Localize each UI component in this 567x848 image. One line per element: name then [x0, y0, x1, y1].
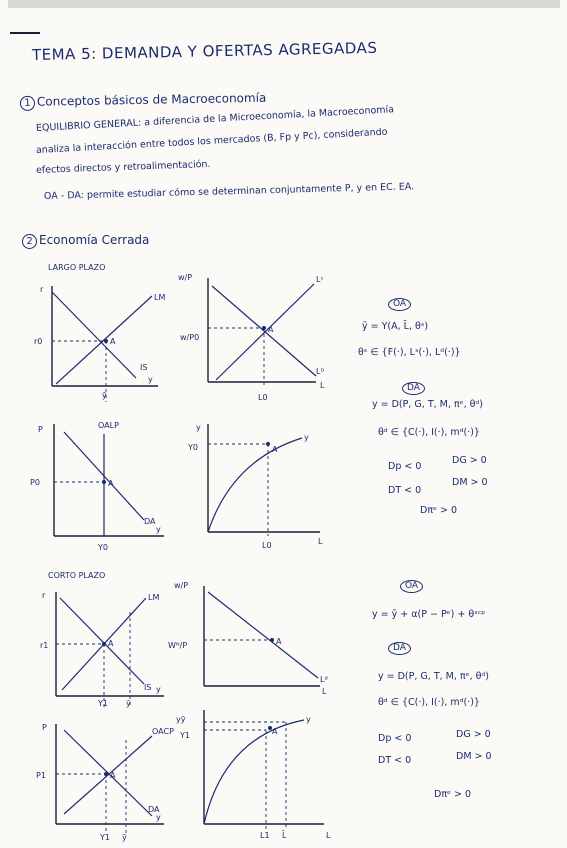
short-run-production-chart — [176, 706, 344, 840]
long-run-label: LARGO PLAZO — [48, 263, 106, 272]
short-run-label: CORTO PLAZO — [48, 571, 106, 580]
r0-label: r0 — [34, 337, 43, 346]
sr-ld-curve — [208, 592, 318, 678]
section1-line-1: EQUILIBRIO GENERAL: a diferencia de la Microeconomía, la Macroeconomía — [35, 104, 395, 134]
section1-line-4: OA - DA: permite estudiar cómo se determinan conjuntamente P, y en EC. EA. — [43, 181, 415, 202]
islm-axis-r: r — [40, 285, 44, 294]
sr-asad-axis-y: y — [156, 813, 161, 822]
labor-axis-wp: w/P — [178, 273, 193, 282]
labor-point-a: A — [268, 325, 274, 334]
sr-d1: Dp < 0 — [378, 733, 412, 744]
section1-title: Conceptos básicos de Macroeconomía — [36, 90, 267, 109]
long-run-labor-chart — [178, 270, 342, 402]
short-run-islm-chart — [40, 588, 170, 718]
da-label: DA — [144, 517, 156, 526]
sr-da-badge: DA — [388, 642, 411, 655]
w0-label: w/P0 — [180, 333, 200, 342]
islm-axis-y: y — [148, 375, 153, 384]
ls-label: Lˢ — [316, 275, 324, 284]
ls-curve — [216, 284, 314, 380]
p0-label: P0 — [30, 478, 40, 487]
ld-label: Lᴰ — [316, 367, 325, 376]
islm-point-a: A — [110, 337, 116, 346]
sr-da-label: DA — [148, 805, 160, 814]
wn-label: Wᴺ/P — [168, 641, 188, 650]
sr-is-label: IS — [144, 683, 152, 692]
section2-title: Economía Cerrada — [39, 233, 150, 247]
asad-axis-y: y — [156, 525, 161, 534]
page-title: TEMA 5: DEMANDA Y OFERTAS AGREGADAS — [31, 38, 378, 64]
lr-oa-badge: OA — [388, 298, 411, 311]
lr-da-eq2: θᵈ ∈ {C(·), I(·), mᵈ(·)} — [378, 427, 480, 438]
section2-heading — [22, 234, 149, 249]
sr-labor-point-a: A — [276, 637, 282, 646]
y0-label: Y0 — [98, 543, 108, 552]
sr-prod-curve-label: y — [306, 715, 311, 724]
sr-d5: Dπᵉ > 0 — [434, 789, 472, 800]
sr-lm-label: LM — [148, 593, 160, 602]
sr-d4: DM > 0 — [456, 751, 492, 762]
sr-da-eq1: y = D(P, G, T, M, πᵉ, θᵈ) — [378, 671, 489, 682]
asad-point-a: A — [108, 479, 114, 488]
prod-axis-l: L — [318, 537, 323, 546]
header-dash — [10, 32, 40, 34]
sr-l1-label: L1 — [260, 831, 270, 840]
l0-label: L0 — [258, 393, 268, 402]
short-run-labor-chart — [168, 578, 344, 698]
section1-line-2: analiza la interacción entre todos los mercados (B, Fp y Pc), considerando — [35, 126, 388, 156]
section1-heading — [20, 92, 267, 111]
lm-label: LM — [154, 293, 166, 302]
lr-oa-eq2: θˢ ∈ {F(·), Lˢ(·), Lᵈ(·)} — [358, 347, 461, 358]
lr-da-eq1: y = D(P, G, T, M, πᵉ, θᵈ) — [372, 399, 483, 410]
asad-axis-p: P — [38, 425, 43, 434]
production-curve — [208, 438, 302, 532]
prod-point-a: A — [272, 445, 278, 454]
sr-da-eq2: θᵈ ∈ {C(·), I(·), mᵈ(·)} — [378, 697, 480, 708]
lm-curve — [56, 296, 152, 384]
sr-prod-point-a: A — [272, 727, 278, 736]
sr-d2: DG > 0 — [456, 729, 491, 740]
sr-d3: DT < 0 — [378, 755, 412, 766]
sr-asad-y1-label: Y1 — [100, 833, 110, 842]
labor-axis-l: L — [320, 381, 325, 390]
sr-y1-label: Y1 — [98, 699, 108, 708]
sr-lbar-label: L̄ — [282, 831, 287, 840]
lr-da-badge: DA — [402, 382, 425, 395]
sr-islm-point-a: A — [108, 639, 114, 648]
prod-curve-label: y — [304, 433, 309, 442]
sr-oa-label: OACP — [152, 727, 174, 736]
prod-l0-label: L0 — [262, 541, 272, 550]
oa-lp-label: OALP — [98, 421, 119, 430]
sr-asad-axis-p: P — [42, 723, 47, 732]
lr-d2: DG > 0 — [452, 455, 487, 466]
lr-d4: DM > 0 — [452, 477, 488, 488]
prod-axis-y: y — [196, 423, 201, 432]
sr-prod-y1-label: Y1 — [180, 731, 190, 740]
section2-number: 2 — [22, 234, 37, 249]
r1-label: r1 — [40, 641, 49, 650]
prod-y0-label: Y0 — [188, 443, 198, 452]
sr-ybar-label: ȳ — [126, 699, 131, 708]
sr-asad-point-a: A — [110, 771, 116, 780]
ybar-label: ȳ — [102, 391, 107, 400]
sr-production-curve — [204, 720, 304, 824]
lr-d3: DT < 0 — [388, 485, 422, 496]
lr-d5: Dπᵉ > 0 — [420, 505, 458, 516]
lr-oa-eq1: ȳ = Y(A, L̄, θˢ) — [362, 321, 429, 332]
sr-islm-axis-y: y — [156, 685, 161, 694]
section1-line-3: efectos directos y retroalimentación. — [35, 158, 211, 176]
sr-labor-axis-l: L — [322, 687, 327, 696]
is-label: IS — [140, 363, 148, 372]
sr-ld-label: Lᵈ — [320, 675, 328, 684]
long-run-islm-chart — [34, 282, 170, 400]
sr-oa-badge: OA — [400, 580, 423, 593]
sr-labor-axis-wp: w/P — [174, 581, 189, 590]
section1-number: 1 — [20, 96, 35, 111]
sr-is-curve — [60, 598, 144, 684]
sr-prod-axis-y: yȳ — [176, 715, 186, 724]
p1-label: P1 — [36, 771, 46, 780]
sr-prod-axis-l: L — [326, 831, 331, 840]
long-run-asad-chart — [30, 420, 170, 552]
sr-islm-axis-r: r — [42, 591, 46, 600]
is-curve — [52, 292, 136, 378]
long-run-production-chart — [188, 420, 342, 550]
lr-d1: Dp < 0 — [388, 461, 422, 472]
sr-asad-ybar-label: ȳ — [122, 833, 127, 842]
page-edge — [8, 0, 560, 8]
sr-oa-eq1: y = ȳ + α(P − Pᵉ) + θˢᶜᵖ — [372, 609, 486, 620]
short-run-asad-chart — [36, 720, 174, 844]
